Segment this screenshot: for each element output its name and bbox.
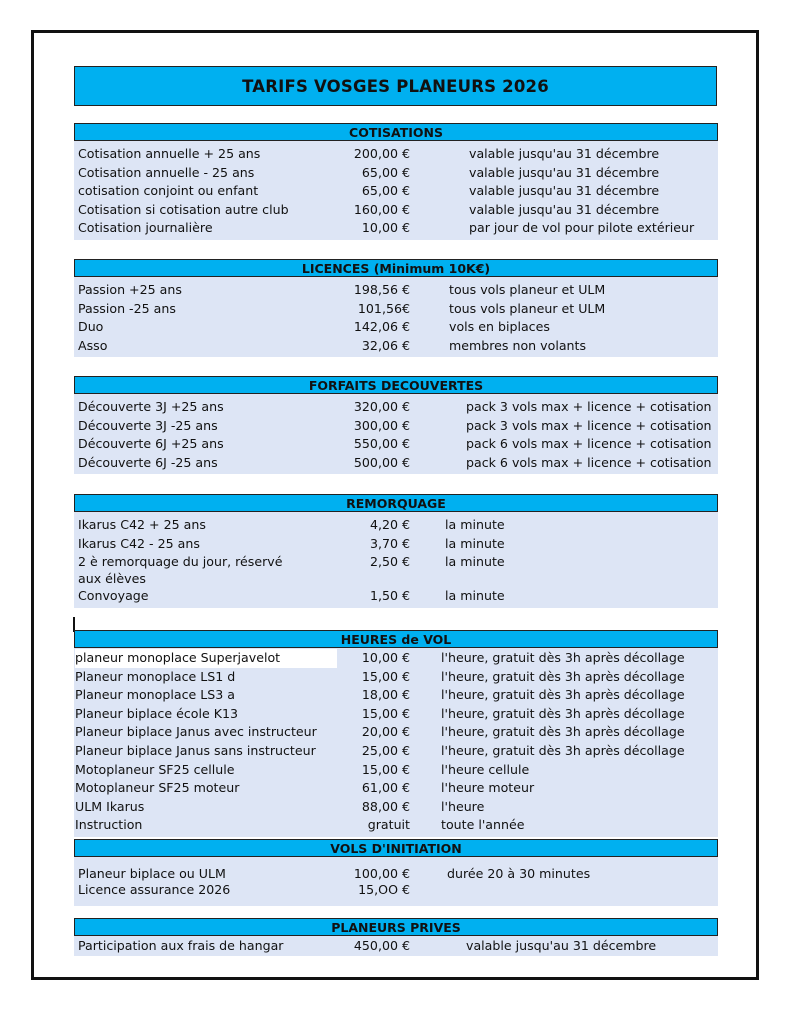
row-note: l'heure cellule xyxy=(441,761,530,777)
price-row xyxy=(74,454,718,473)
row-price: 550,00 € xyxy=(353,436,410,452)
row-label: Planeur monoplace LS3 a xyxy=(75,687,235,703)
row-price: 88,00 € xyxy=(361,798,410,814)
row-note: valable jusqu'au 31 décembre xyxy=(469,146,660,161)
price-row xyxy=(74,668,718,687)
section-heures-de-vol xyxy=(74,630,718,837)
row-price: 2,50 € xyxy=(369,554,410,570)
row-label: ULM Ikarus xyxy=(75,798,145,814)
price-row xyxy=(74,742,718,761)
row-label: Ikarus C42 - 25 ans xyxy=(78,535,200,551)
row-label: Motoplaneur SF25 moteur xyxy=(75,780,240,796)
row-label: Convoyage xyxy=(78,588,149,604)
row-label: Cotisation si cotisation autre club xyxy=(78,201,289,217)
row-price: gratuit xyxy=(367,817,410,833)
price-row xyxy=(74,145,718,164)
section-planeurs-prives xyxy=(74,918,718,956)
row-note: l'heure, gratuit dès 3h après décollage xyxy=(441,687,685,703)
price-row xyxy=(74,435,718,454)
price-row xyxy=(74,417,718,436)
row-note: par jour de vol pour pilote extérieur xyxy=(469,220,695,236)
section-vols-d-initiation xyxy=(74,839,718,906)
row-price: 450,00 € xyxy=(353,938,410,953)
row-note: pack 6 vols max + licence + cotisation xyxy=(466,454,712,470)
row-price: 32,06 € xyxy=(361,337,410,353)
row-note: pack 6 vols max + licence + cotisation xyxy=(466,436,712,452)
row-note: l'heure moteur xyxy=(441,780,535,796)
row-note: l'heure, gratuit dès 3h après décollage xyxy=(441,668,685,684)
price-row xyxy=(74,337,718,356)
row-note: la minute xyxy=(445,588,505,604)
row-price: 101,56€ xyxy=(357,300,410,316)
section-body xyxy=(74,648,718,837)
row-price: 160,00 € xyxy=(353,201,410,217)
price-row xyxy=(74,553,718,587)
price-row xyxy=(74,201,718,220)
price-row xyxy=(74,300,718,319)
row-label: Passion +25 ans xyxy=(78,282,182,297)
row-label: Planeur biplace ou ULM xyxy=(78,866,226,881)
price-row xyxy=(74,686,718,705)
row-note: toute l'année xyxy=(441,817,525,833)
row-price: 65,00 € xyxy=(361,164,410,180)
section-body xyxy=(74,141,718,240)
row-price: 65,00 € xyxy=(361,183,410,199)
price-row xyxy=(74,798,718,817)
row-price: 500,00 € xyxy=(353,454,410,470)
row-price: 3,70 € xyxy=(369,535,410,551)
row-label: Planeur biplace Janus sans instructeur xyxy=(75,742,316,758)
row-price: 1,50 € xyxy=(369,588,410,604)
row-price: 15,OO € xyxy=(358,882,410,897)
row-note: durée 20 à 30 minutes xyxy=(447,866,591,881)
section-header: REMORQUAGE xyxy=(74,494,718,512)
row-label: planeur monoplace Superjavelot xyxy=(75,649,337,668)
section-body xyxy=(74,857,718,906)
row-note: vols en biplaces xyxy=(449,319,550,335)
row-price: 320,00 € xyxy=(353,399,410,414)
section-body xyxy=(74,936,718,956)
section-header: HEURES de VOL xyxy=(74,630,718,648)
price-row xyxy=(74,281,718,300)
row-price: 15,00 € xyxy=(361,761,410,777)
row-note: l'heure, gratuit dès 3h après décollage xyxy=(441,724,685,740)
section-body xyxy=(74,277,718,357)
price-row xyxy=(74,866,718,882)
section-remorquage xyxy=(74,494,718,608)
row-price: 4,20 € xyxy=(369,517,410,532)
row-label: Cotisation annuelle - 25 ans xyxy=(78,164,255,180)
row-label: Licence assurance 2026 xyxy=(78,882,231,897)
row-label: Motoplaneur SF25 cellule xyxy=(75,761,235,777)
row-label: Cotisation annuelle + 25 ans xyxy=(78,146,261,161)
row-price: 25,00 € xyxy=(361,742,410,758)
row-label: Découverte 6J +25 ans xyxy=(78,436,224,452)
row-note: pack 3 vols max + licence + cotisation xyxy=(466,417,712,433)
row-note: valable jusqu'au 31 décembre xyxy=(469,183,660,199)
row-label: Planeur biplace Janus avec instructeur xyxy=(75,724,317,740)
row-note: l'heure, gratuit dès 3h après décollage xyxy=(441,705,685,721)
row-note: tous vols planeur et ULM xyxy=(449,282,606,297)
row-label: Planeur biplace école K13 xyxy=(75,705,238,721)
row-label: Planeur monoplace LS1 d xyxy=(75,668,236,684)
row-price: 18,00 € xyxy=(361,687,410,703)
page-title: TARIFS VOSGES PLANEURS 2026 xyxy=(74,66,717,106)
row-price: 15,00 € xyxy=(361,668,410,684)
section-licences-minimum-10k xyxy=(74,259,718,357)
row-price: 300,00 € xyxy=(353,417,410,433)
section-header: FORFAITS DECOUVERTES xyxy=(74,376,718,394)
section-header: PLANEURS PRIVES xyxy=(74,918,718,936)
price-row xyxy=(74,535,718,554)
row-price: 15,00 € xyxy=(361,705,410,721)
row-label: Duo xyxy=(78,319,104,335)
row-label: Instruction xyxy=(75,817,143,833)
row-note: valable jusqu'au 31 décembre xyxy=(469,201,660,217)
row-label: Découverte 3J +25 ans xyxy=(78,399,224,414)
row-note: l'heure, gratuit dès 3h après décollage xyxy=(441,650,685,665)
section-header: VOLS D'INITIATION xyxy=(74,839,718,857)
row-note: l'heure xyxy=(441,798,485,814)
price-row xyxy=(74,164,718,183)
row-price: 61,00 € xyxy=(361,780,410,796)
row-label: Asso xyxy=(78,337,108,353)
row-price: 142,06 € xyxy=(353,319,410,335)
row-price: 10,00 € xyxy=(361,650,410,665)
row-price: 20,00 € xyxy=(361,724,410,740)
section-header: LICENCES (Minimum 10K€) xyxy=(74,259,718,277)
section-body xyxy=(74,394,718,474)
row-note: tous vols planeur et ULM xyxy=(449,300,606,316)
price-row xyxy=(74,705,718,724)
price-row xyxy=(74,761,718,780)
row-price: 200,00 € xyxy=(353,146,410,161)
price-row xyxy=(74,882,718,898)
row-note: valable jusqu'au 31 décembre xyxy=(469,164,660,180)
row-note: la minute xyxy=(445,517,505,532)
row-label: 2 è remorquage du jour, réservé aux élèves xyxy=(78,554,283,587)
section-cotisations xyxy=(74,123,718,240)
price-row xyxy=(74,816,718,835)
row-label: Passion -25 ans xyxy=(78,300,176,316)
row-note: pack 3 vols max + licence + cotisation xyxy=(466,399,712,414)
section-forfaits-decouvertes xyxy=(74,376,718,474)
row-label: Participation aux frais de hangar xyxy=(78,938,284,953)
section-body xyxy=(74,512,718,608)
price-row xyxy=(74,723,718,742)
price-row xyxy=(74,182,718,201)
row-price: 198,56 € xyxy=(353,282,410,297)
row-label: Découverte 6J -25 ans xyxy=(78,454,218,470)
row-label: Ikarus C42 + 25 ans xyxy=(78,517,206,532)
price-row xyxy=(74,587,718,606)
row-price: 100,00 € xyxy=(353,866,410,881)
price-row xyxy=(74,219,718,238)
row-note: la minute xyxy=(445,535,505,551)
price-row xyxy=(74,649,718,668)
price-row xyxy=(74,937,718,956)
row-note: la minute xyxy=(445,554,505,570)
section-header: COTISATIONS xyxy=(74,123,718,141)
price-row xyxy=(74,318,718,337)
row-label: Découverte 3J -25 ans xyxy=(78,417,218,433)
row-label: Cotisation journalière xyxy=(78,220,213,236)
price-row xyxy=(74,516,718,535)
row-price: 10,00 € xyxy=(361,220,410,236)
price-row xyxy=(74,398,718,417)
row-note: l'heure, gratuit dès 3h après décollage xyxy=(441,742,685,758)
price-row xyxy=(74,779,718,798)
row-note: valable jusqu'au 31 décembre xyxy=(466,938,657,953)
row-label: cotisation conjoint ou enfant xyxy=(78,183,259,199)
row-note: membres non volants xyxy=(449,337,587,353)
